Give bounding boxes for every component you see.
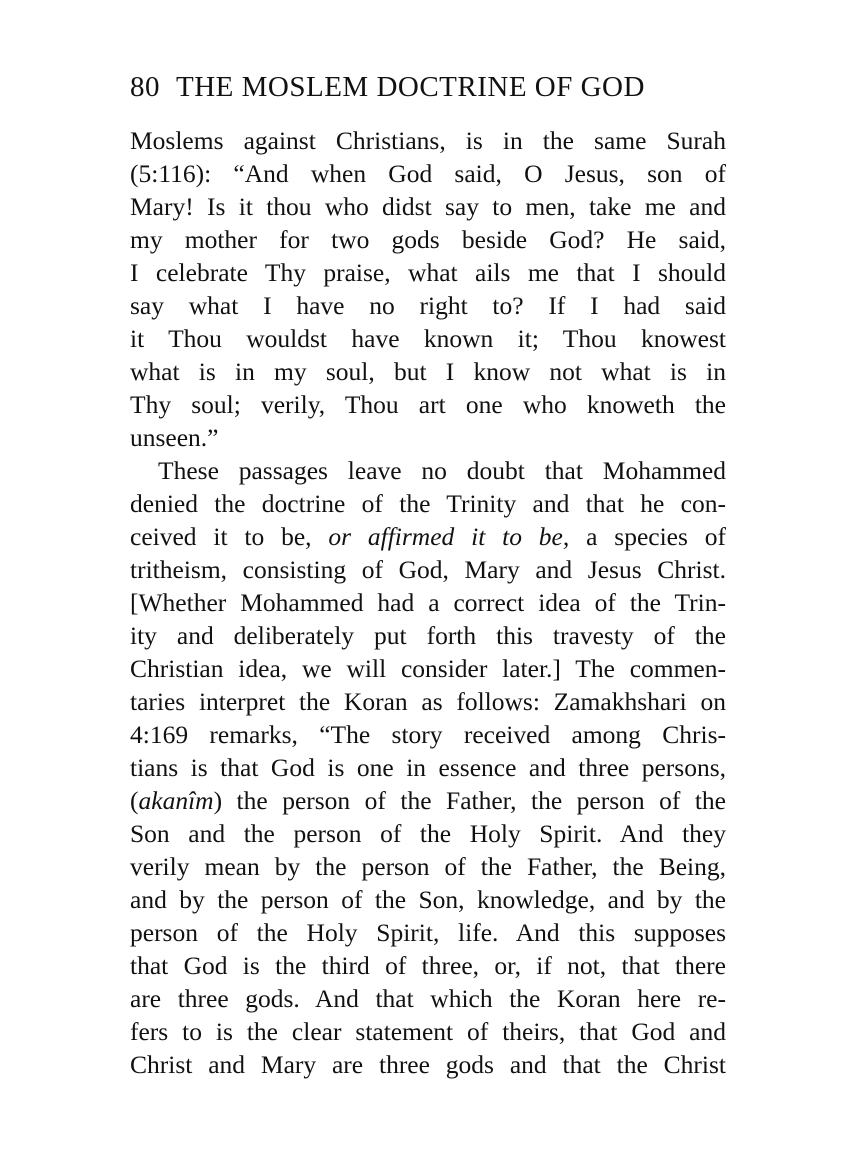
running-title: THE MOSLEM DOCTRINE OF GOD [176, 71, 645, 103]
text-line: Christian idea, we will consider later.] The commen- [130, 654, 726, 683]
italic-phrase: or affirmed it to be, [328, 522, 570, 551]
text-line: verily mean by the person of the Father, the Being, [130, 852, 726, 881]
text-line: taries interpret the Koran as follows: Zamakhshari on [130, 687, 726, 716]
text-line: tritheism, consisting of God, Mary and Jesus Christ. [130, 555, 726, 584]
running-head [130, 70, 730, 104]
text-line-with-italic [130, 784, 726, 817]
text-line: that God is the third of three, or, if not, that there [130, 951, 726, 980]
text-line: ity and deliberately put forth this travesty of the [130, 621, 726, 650]
text-line: tians is that God is one in essence and three persons, [130, 753, 726, 782]
body-text [130, 124, 726, 1081]
text-line: Son and the person of the Holy Spirit. And they [130, 819, 726, 848]
text-line: (5:116): “And when God said, O Jesus, son of [130, 159, 726, 188]
text-line: fers to is the clear statement of theirs, that God and [130, 1017, 726, 1046]
text-line-with-italic [130, 520, 726, 553]
italic-term: akanîm [138, 786, 214, 815]
text-line: person of the Holy Spirit, life. And this supposes [130, 918, 726, 947]
text-line: Thy soul; verily, Thou art one who knoweth the [130, 390, 726, 419]
text-line: Mary! Is it thou who didst say to men, take me and [130, 192, 726, 221]
text-segment: ) the person of the Father, the person of the [213, 786, 726, 815]
paragraph-start-line: These passages leave no doubt that Mohammed [158, 456, 726, 485]
text-line: are three gods. And that which the Koran here re- [130, 984, 726, 1013]
text-line: Christ and Mary are three gods and that the Christ [130, 1050, 726, 1079]
text-line: 4:169 remarks, “The story received among Chris- [130, 720, 726, 749]
text-segment: ( [130, 786, 139, 815]
text-line: say what I have no right to? If I had said [130, 291, 726, 320]
text-line: my mother for two gods beside God? He said, [130, 225, 726, 254]
page-number: 80 [130, 71, 160, 103]
text-line: unseen.” [130, 423, 219, 452]
text-line: it Thou wouldst have known it; Thou knowest [130, 324, 726, 353]
text-line: and by the person of the Son, knowledge, and by the [130, 885, 726, 914]
text-line: [Whether Mohammed had a correct idea of the Trin- [130, 588, 726, 617]
text-segment: a species of [569, 522, 726, 551]
text-line: denied the doctrine of the Trinity and that he con- [130, 489, 726, 518]
text-line: what is in my soul, but I know not what is in [130, 357, 726, 386]
text-segment: ceived it to be, [130, 522, 329, 551]
text-line: Moslems against Christians, is in the same Surah [130, 126, 726, 155]
text-line: I celebrate Thy praise, what ails me that I should [130, 258, 726, 287]
